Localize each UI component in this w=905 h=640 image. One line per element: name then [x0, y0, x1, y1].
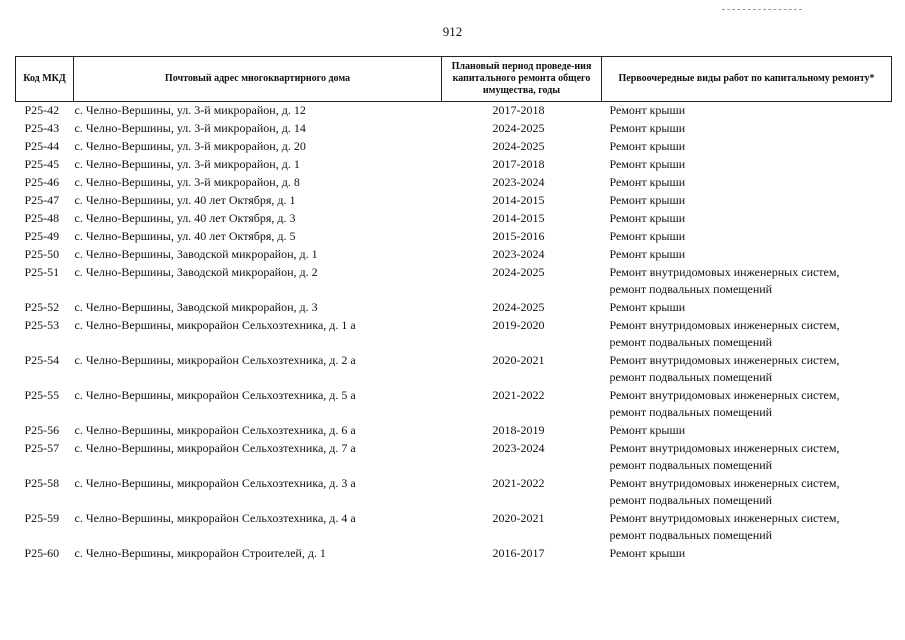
cell-works: [602, 210, 892, 228]
cell-period: 2017-2018: [492, 157, 545, 171]
cell-works: [602, 510, 892, 545]
cell-works: [602, 156, 892, 174]
cell-code: Р25-54: [24, 353, 60, 367]
cell-code: Р25-52: [24, 300, 60, 314]
cell-period: 2023-2024: [492, 247, 545, 261]
header-period: Плановый период проведе-ния капитального ремонта общего имущества, годы: [442, 57, 602, 102]
table-row: [16, 228, 892, 246]
table-row: [16, 299, 892, 317]
work-type-line: Ремонт крыши: [609, 423, 686, 437]
table-row: [16, 138, 892, 156]
cell-address: с. Челно-Вершины, Заводской микрорайон, д. 3: [74, 300, 318, 314]
table-row: [16, 352, 892, 387]
cell-works: [602, 352, 892, 387]
table-row: [16, 192, 892, 210]
work-type-line: ремонт подвальных помещений: [609, 335, 773, 349]
table-row: [16, 440, 892, 475]
cell-period: 2014-2015: [492, 193, 545, 207]
work-type-line: Ремонт крыши: [609, 175, 686, 189]
cell-period: 2014-2015: [492, 211, 545, 225]
header-address: Почтовый адрес многоквартирного дома: [74, 57, 442, 102]
cell-works: [602, 440, 892, 475]
cell-works: [602, 422, 892, 440]
cell-period: 2023-2024: [492, 175, 545, 189]
work-type-line: Ремонт крыши: [609, 300, 686, 314]
cell-address: с. Челно-Вершины, микрорайон Строителей, д. 1: [74, 546, 326, 560]
work-type-line: ремонт подвальных помещений: [609, 458, 773, 472]
work-type-line: Ремонт внутридомовых инженерных систем,: [609, 511, 840, 525]
cell-code: Р25-49: [24, 229, 60, 243]
cell-works: [602, 120, 892, 138]
cell-address: с. Челно-Вершины, ул. 40 лет Октября, д. 1: [74, 193, 296, 207]
work-type-line: Ремонт внутридомовых инженерных систем,: [609, 476, 840, 490]
cell-period: 2024-2025: [492, 265, 545, 279]
work-type-line: Ремонт крыши: [609, 103, 686, 117]
cell-works: [602, 317, 892, 352]
cell-period: 2019-2020: [492, 318, 545, 332]
cell-code: Р25-45: [24, 157, 60, 171]
table-body: [16, 102, 892, 564]
cell-code: Р25-57: [24, 441, 60, 455]
work-type-line: Ремонт внутридомовых инженерных систем,: [609, 353, 840, 367]
table-row: [16, 387, 892, 422]
cell-code: Р25-42: [24, 103, 60, 117]
cell-code: Р25-46: [24, 175, 60, 189]
cell-address: с. Челно-Вершины, ул. 40 лет Октября, д. 3: [74, 211, 296, 225]
work-type-line: ремонт подвальных помещений: [609, 528, 773, 542]
cell-address: с. Челно-Вершины, микрорайон Сельхозтехника, д. 2 а: [74, 353, 356, 367]
cell-address: с. Челно-Вершины, ул. 3-й микрорайон, д. 1: [74, 157, 300, 171]
cell-period: 2024-2025: [492, 139, 545, 153]
work-type-line: Ремонт внутридомовых инженерных систем,: [609, 441, 840, 455]
cell-address: с. Челно-Вершины, микрорайон Сельхозтехника, д. 6 а: [74, 423, 356, 437]
cell-address: с. Челно-Вершины, микрорайон Сельхозтехника, д. 4 а: [74, 511, 356, 525]
table-row: [16, 422, 892, 440]
work-type-line: Ремонт крыши: [609, 157, 686, 171]
cell-period: 2024-2025: [492, 300, 545, 314]
cell-address: с. Челно-Вершины, микрорайон Сельхозтехника, д. 3 а: [74, 476, 356, 490]
work-type-line: Ремонт внутридомовых инженерных систем,: [609, 318, 840, 332]
table-row: [16, 120, 892, 138]
table-row: [16, 264, 892, 299]
header-works: Первоочередные виды работ по капитальному ремонту*: [602, 57, 892, 102]
work-type-line: ремонт подвальных помещений: [609, 405, 773, 419]
table-row: [16, 174, 892, 192]
cell-period: 2018-2019: [492, 423, 545, 437]
cell-code: Р25-48: [24, 211, 60, 225]
header-code: Код МКД: [16, 57, 74, 102]
cell-address: с. Челно-Вершины, микрорайон Сельхозтехника, д. 7 а: [74, 441, 356, 455]
cell-address: с. Челно-Вершины, Заводской микрорайон, д. 1: [74, 247, 318, 261]
cell-address: с. Челно-Вершины, ул. 40 лет Октября, д. 5: [74, 229, 296, 243]
cell-address: с. Челно-Вершины, микрорайон Сельхозтехника, д. 1 а: [74, 318, 356, 332]
cell-code: Р25-56: [24, 423, 60, 437]
cell-period: 2020-2021: [492, 353, 545, 367]
cell-period: 2021-2022: [492, 388, 545, 402]
cell-works: [602, 387, 892, 422]
work-type-line: Ремонт крыши: [609, 193, 686, 207]
cell-period: 2020-2021: [492, 511, 545, 525]
page-number: 912: [442, 24, 463, 39]
cell-address: с. Челно-Вершины, ул. 3-й микрорайон, д. 8: [74, 175, 300, 189]
cell-works: [602, 192, 892, 210]
scan-artifact-line: [722, 9, 802, 10]
cell-code: Р25-55: [24, 388, 60, 402]
cell-address: с. Челно-Вершины, ул. 3-й микрорайон, д. 20: [74, 139, 306, 153]
cell-works: [602, 264, 892, 299]
table-header-row: [16, 57, 892, 102]
cell-code: Р25-50: [24, 247, 60, 261]
cell-code: Р25-44: [24, 139, 60, 153]
cell-address: с. Челно-Вершины, ул. 3-й микрорайон, д. 14: [74, 121, 306, 135]
table-row: [16, 475, 892, 510]
table-row: [16, 102, 892, 121]
work-type-line: Ремонт крыши: [609, 121, 686, 135]
cell-address: с. Челно-Вершины, Заводской микрорайон, д. 2: [74, 265, 318, 279]
cell-period: 2017-2018: [492, 103, 545, 117]
cell-works: [602, 138, 892, 156]
table-row: [16, 210, 892, 228]
table-row: [16, 156, 892, 174]
cell-works: [602, 228, 892, 246]
work-type-line: ремонт подвальных помещений: [609, 370, 773, 384]
work-type-line: Ремонт крыши: [609, 229, 686, 243]
cell-period: 2024-2025: [492, 121, 545, 135]
work-type-line: Ремонт внутридомовых инженерных систем,: [609, 265, 840, 279]
cell-period: 2015-2016: [492, 229, 545, 243]
work-type-line: Ремонт внутридомовых инженерных систем,: [609, 388, 840, 402]
cell-code: Р25-59: [24, 511, 60, 525]
cell-address: с. Челно-Вершины, ул. 3-й микрорайон, д. 12: [74, 103, 306, 117]
table-row: [16, 246, 892, 264]
repair-schedule-table: [15, 56, 892, 563]
work-type-line: Ремонт крыши: [609, 247, 686, 261]
table-row: [16, 510, 892, 545]
cell-works: [602, 299, 892, 317]
cell-period: 2021-2022: [492, 476, 545, 490]
cell-works: [602, 102, 892, 121]
cell-works: [602, 545, 892, 563]
cell-address: с. Челно-Вершины, микрорайон Сельхозтехника, д. 5 а: [74, 388, 356, 402]
cell-works: [602, 475, 892, 510]
cell-code: Р25-47: [24, 193, 60, 207]
work-type-line: Ремонт крыши: [609, 211, 686, 225]
cell-code: Р25-43: [24, 121, 60, 135]
cell-works: [602, 174, 892, 192]
cell-works: [602, 246, 892, 264]
cell-code: Р25-60: [24, 546, 60, 560]
work-type-line: Ремонт крыши: [609, 546, 686, 560]
cell-code: Р25-58: [24, 476, 60, 490]
work-type-line: Ремонт крыши: [609, 139, 686, 153]
table-row: [16, 545, 892, 563]
cell-code: Р25-51: [24, 265, 60, 279]
work-type-line: ремонт подвальных помещений: [609, 493, 773, 507]
cell-period: 2016-2017: [492, 546, 545, 560]
work-type-line: ремонт подвальных помещений: [609, 282, 773, 296]
cell-code: Р25-53: [24, 318, 60, 332]
cell-period: 2023-2024: [492, 441, 545, 455]
table-row: [16, 317, 892, 352]
